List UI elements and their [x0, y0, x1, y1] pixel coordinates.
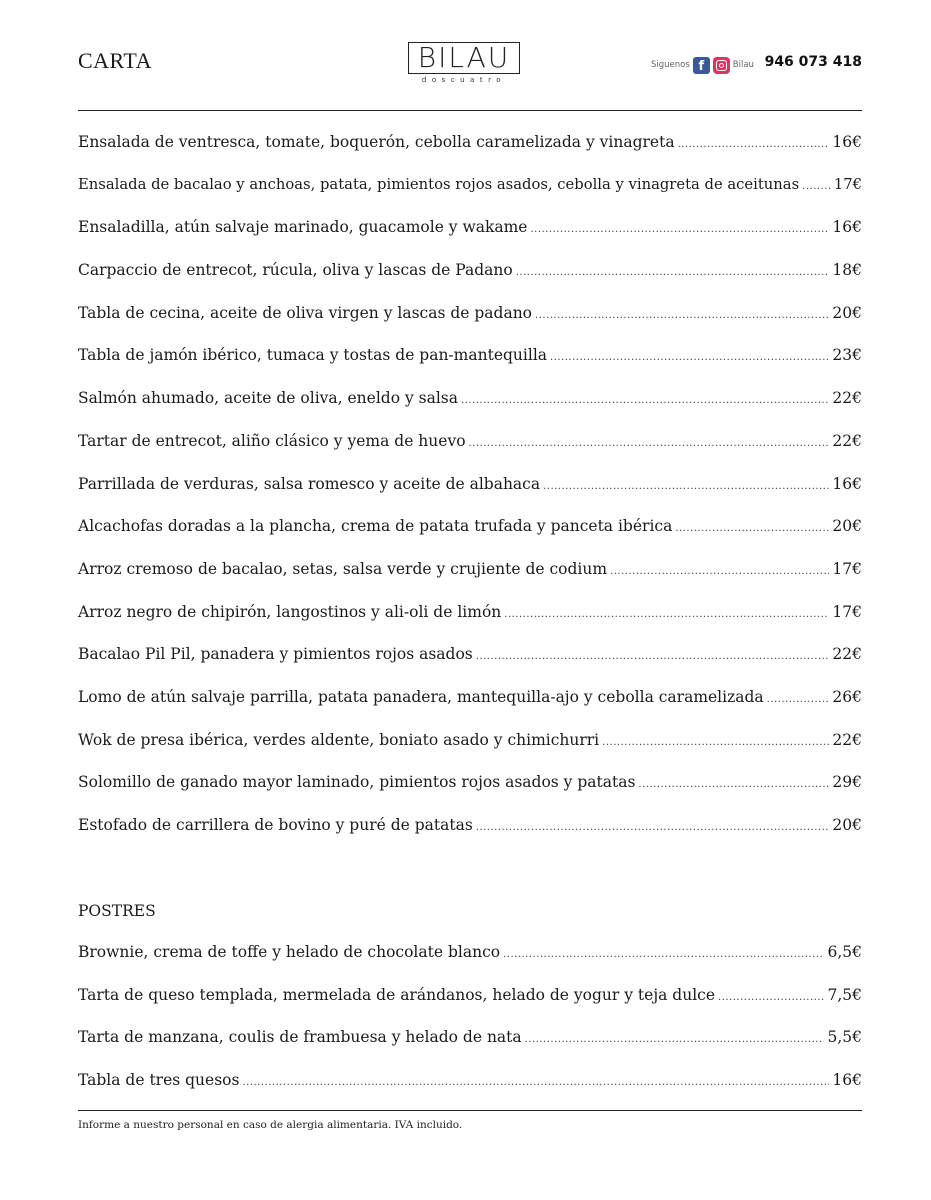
leader-dots	[503, 949, 824, 960]
menu-item	[78, 389, 862, 432]
leader-dots	[535, 310, 829, 321]
menu-item-price: 20€	[832, 517, 862, 536]
page-title: CARTA	[78, 48, 152, 73]
menu-item-name: Ensalada de ventresca, tomate, boquerón, cebolla caramelizada y vinagreta	[78, 133, 675, 151]
menu-item-price: 16€	[832, 474, 862, 493]
menu-item-name: Ensaladilla, atún salvaje marinado, guacamole y wakame	[78, 218, 528, 237]
menu-item-price: 20€	[832, 816, 862, 834]
menu-item-price: 26€	[832, 687, 862, 706]
menu-item	[78, 688, 862, 731]
leader-dots	[476, 651, 830, 662]
leader-dots	[531, 224, 830, 235]
menu-item-name: Tartar de entrecot, aliño clásico y yema de huevo	[78, 431, 466, 450]
instagram-icon[interactable]	[713, 57, 730, 74]
menu-item-name: Solomillo de ganado mayor laminado, pimientos rojos asados y patatas	[78, 773, 636, 792]
allergy-note: Informe a nuestro personal en caso de alergia alimentaria. IVA incluido.	[78, 1119, 463, 1131]
menu-item-name: Arroz negro de chipirón, langostinos y ali-oli de limón	[78, 602, 502, 621]
menu-item-price: 22€	[832, 389, 862, 408]
menu-item-price: 16€	[832, 218, 862, 237]
menu-item-name: Tabla de cecina, aceite de oliva virgen y lascas de padano	[78, 303, 533, 322]
menu-item-name: Bacalao Pil Pil, panadera y pimientos rojos asados	[78, 645, 473, 664]
menu-item-price: 20€	[832, 303, 862, 322]
dessert-item-price: 7,5€	[827, 985, 862, 1004]
dessert-item-name: Brownie, crema de toffe y helado de chocolate blanco	[78, 943, 501, 961]
menu-item-price: 22€	[832, 431, 862, 450]
menu-item	[78, 176, 862, 219]
menu-item	[78, 432, 862, 475]
leader-dots	[675, 523, 829, 534]
dessert-item	[78, 1028, 862, 1071]
menu-item-price: 17€	[832, 602, 862, 621]
leader-dots	[504, 609, 829, 620]
main-menu-list	[78, 133, 862, 859]
leader-dots	[602, 737, 829, 748]
menu-item-name: Estofado de carrillera de bovino y puré de patatas	[78, 816, 473, 834]
social-handle: Bilau	[732, 60, 754, 70]
dessert-item-name: Tarta de queso templada, mermelada de arándanos, helado de yogur y teja dulce	[78, 985, 716, 1004]
dessert-item	[78, 943, 862, 986]
menu-item	[78, 645, 862, 688]
leader-dots	[678, 139, 830, 150]
dessert-item-name: Tabla de tres quesos	[78, 1071, 240, 1090]
menu-item	[78, 731, 862, 774]
menu-item-price: 29€	[832, 773, 862, 792]
menu-item	[78, 816, 862, 859]
menu-item	[78, 218, 862, 261]
menu-item-price: 17€	[832, 559, 862, 578]
menu-item	[78, 133, 862, 176]
menu-item-price: 17€	[833, 175, 862, 193]
leader-dots	[718, 992, 824, 1003]
menu-item	[78, 603, 862, 646]
menu-item-name: Salmón ahumado, aceite de oliva, eneldo y salsa	[78, 389, 459, 408]
desserts-list	[78, 943, 862, 1114]
menu-item	[78, 560, 862, 603]
dessert-item-price: 16€	[832, 1071, 862, 1090]
facebook-icon[interactable]: f	[693, 57, 710, 74]
social-links	[651, 54, 754, 76]
menu-item-price: 23€	[832, 346, 862, 365]
leader-dots	[461, 395, 829, 406]
menu-item-price: 16€	[832, 133, 862, 151]
menu-item-name: Arroz cremoso de bacalao, setas, salsa verde y crujiente de codium	[78, 559, 608, 578]
menu-item	[78, 517, 862, 560]
menu-item-name: Tabla de jamón ibérico, tumaca y tostas de pan-mantequilla	[78, 346, 548, 365]
logo-main: BILAU	[408, 42, 520, 74]
desserts-heading: POSTRES	[78, 902, 156, 920]
leader-dots	[242, 1077, 829, 1088]
leader-dots	[516, 267, 830, 278]
menu-item-price: 18€	[832, 261, 862, 280]
menu-item-name: Lomo de atún salvaje parrilla, patata panadera, mantequilla-ajo y cebolla caramelizada	[78, 687, 764, 706]
header-divider	[78, 110, 862, 111]
menu-item-name: Alcachofas doradas a la plancha, crema de patata trufada y panceta ibérica	[78, 517, 673, 536]
footer-divider	[78, 1110, 862, 1111]
menu-item	[78, 346, 862, 389]
dessert-item-price: 6,5€	[827, 943, 862, 961]
menu-item-name: Carpaccio de entrecot, rúcula, oliva y lascas de Padano	[78, 261, 513, 280]
social-label: Siguenos	[651, 60, 690, 70]
leader-dots	[543, 481, 829, 492]
menu-item-price: 22€	[832, 645, 862, 664]
leader-dots	[767, 694, 830, 705]
leader-dots	[476, 822, 830, 833]
menu-item	[78, 773, 862, 816]
leader-dots	[525, 1034, 825, 1045]
phone-number: 946 073 418	[764, 54, 862, 70]
menu-item	[78, 475, 862, 518]
dessert-item-name: Tarta de manzana, coulis de frambuesa y helado de nata	[78, 1028, 522, 1047]
restaurant-logo	[408, 42, 520, 88]
menu-item	[78, 261, 862, 304]
leader-dots	[469, 438, 830, 449]
menu-item-name: Parrillada de verduras, salsa romesco y aceite de albahaca	[78, 474, 541, 493]
logo-sub: doscuatro	[421, 76, 507, 84]
leader-dots	[802, 181, 831, 192]
dessert-item-price: 5,5€	[827, 1028, 862, 1047]
menu-item	[78, 304, 862, 347]
leader-dots	[610, 566, 829, 577]
menu-item-name: Wok de presa ibérica, verdes aldente, boniato asado y chimichurri	[78, 730, 600, 749]
dessert-item	[78, 1071, 862, 1114]
menu-item-price: 22€	[832, 730, 862, 749]
leader-dots	[550, 352, 829, 363]
dessert-item	[78, 986, 862, 1029]
leader-dots	[638, 779, 829, 790]
menu-item-name: Ensalada de bacalao y anchoas, patata, pimientos rojos asados, cebolla y vinagreta de aceitunas	[78, 175, 800, 193]
